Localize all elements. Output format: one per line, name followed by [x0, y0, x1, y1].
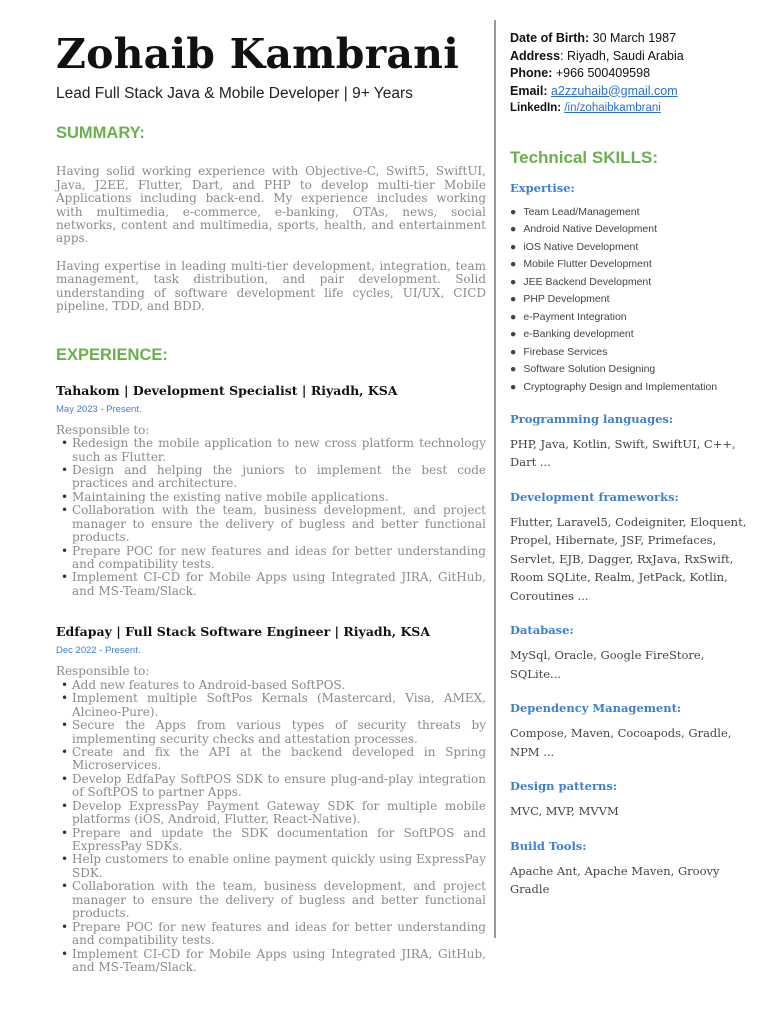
email-line: [510, 83, 750, 101]
programming-languages-label: Programming languages:: [510, 411, 674, 426]
job-entry-edfapay: [56, 624, 486, 974]
column-divider: [494, 20, 496, 938]
responsibility-item: • Prepare and update the SDK documentation for SoftPOS and ExpressPay SDKs.: [72, 827, 486, 854]
expertise-item: ● iOS Native Development: [510, 240, 639, 253]
responsibility-item: • Implement CI-CD for Mobile Apps using Integrated JIRA, GitHub, and MS-Team/Slack.: [72, 948, 486, 975]
job-date: Dec 2022 - Present.: [56, 645, 141, 657]
frameworks-block: [510, 490, 750, 606]
dob-value: 30 March 1987: [592, 31, 677, 45]
job-title: Edfapay | Full Stack Software Engineer | Riyadh, KSA: [56, 624, 431, 640]
phone-value: +966 500409598: [555, 66, 651, 80]
expertise-item: ● Cryptography Design and Implementation: [510, 380, 718, 393]
design-patterns-label: Design patterns:: [510, 779, 618, 793]
responsible-label: Responsible to:: [56, 664, 150, 679]
expertise-item: ● e-Banking development: [510, 328, 634, 340]
expertise-item: ● JEE Backend Development: [510, 275, 652, 288]
responsibility-item: • Develop EdfaPay SoftPOS SDK to ensure plug-and-play integration of SoftPOS to partner Apps.: [72, 773, 486, 800]
bullet-icon: ●: [510, 258, 517, 270]
expertise-item: ● e-Payment Integration: [510, 310, 627, 323]
programming-languages-value: PHP, Java, Kotlin, Swift, SwiftUI, C++, Dart ...: [510, 436, 736, 469]
build-tools-label: Build Tools:: [510, 838, 587, 853]
bullet-icon: ●: [510, 205, 517, 218]
bullet-icon: ●: [510, 240, 517, 253]
responsibility-item: • Maintaining the existing native mobile applications.: [72, 491, 486, 504]
job-entry-tahakom: [56, 383, 486, 599]
email-label: Email:: [510, 83, 548, 98]
expertise-list: [510, 205, 750, 394]
responsibility-item: • Help customers to enable online payment quickly using ExpressPay SDK.: [72, 853, 486, 880]
responsibility-item: • Collaboration with the team, business development, and project manager to ensure the delivery of bugless and better functional products.: [72, 880, 486, 920]
frameworks-value: Flutter, Laravel5, Codeigniter, Eloquent, Propel, Hibernate, JSF, Primefaces, Servlet, EJB, Dagger, RxJava, RxSwift, Room SQLite, Realm, JetPack, Kotlin, Coroutines ...: [510, 514, 747, 603]
summary-paragraph: Having solid working experience with Objective-C, Swift5, SwiftUI, Java, J2EE, Flutter, Dart, and PHP to develop multi-tier Mobile Applications including back-end. My experience includes working with multimedia, e-commerce, e-banking, OTAs, news, social networks, content and multimedia, sports, health, and entertainment apps.: [56, 164, 486, 246]
address-value: : Riyadh, Saudi Arabia: [560, 48, 684, 63]
address-label: Address: [510, 48, 561, 63]
summary-paragraph: Having expertise in leading multi-tier development, integration, team management, task distribution, and pair development. Solid understanding of software development life cycles, UI/UX, CICD pipeline, TDD, and BDD.: [56, 258, 486, 314]
right-column: [510, 30, 750, 899]
design-patterns-value: MVC, MVP, MVVM: [510, 804, 619, 818]
bullet-icon: ●: [510, 363, 517, 375]
left-column: [56, 28, 486, 974]
responsibility-item: • Implement multiple SoftPos Kernals (Mastercard, Visa, AMEX, Alcineo-Pure).: [72, 692, 486, 719]
job-title: Tahakom | Development Specialist | Riyadh, KSA: [56, 382, 398, 398]
build-tools-value: Apache Ant, Apache Maven, Groovy Gradle: [510, 863, 720, 896]
bullet-icon: ●: [510, 223, 517, 235]
candidate-name: Zohaib Kambrani: [56, 30, 459, 78]
bullet-icon: ●: [510, 345, 517, 358]
expertise-item: ● PHP Development: [510, 293, 610, 305]
database-value: MySql, Oracle, Google FireStore, SQLite...: [510, 648, 705, 681]
bullet-icon: ●: [510, 293, 517, 305]
summary-heading: SUMMARY:: [56, 124, 145, 143]
expertise-item: ● Android Native Development: [510, 223, 657, 235]
phone-label: Phone:: [510, 66, 553, 80]
technical-skills-heading: Technical SKILLS:: [510, 147, 658, 167]
linkedin-label: LinkedIn:: [510, 102, 562, 114]
expertise-label: Expertise:: [510, 180, 575, 195]
responsibility-item: • Add new features to Android-based SoftPOS.: [72, 679, 486, 692]
responsibility-item: • Design and helping the juniors to implement the best code practices and architecture.: [72, 464, 486, 491]
bullet-icon: ●: [510, 380, 517, 393]
dependency-management-value: Compose, Maven, Cocoapods, Gradle, NPM ...: [510, 726, 732, 759]
linkedin-link[interactable]: /in/zohaibkambrani: [564, 102, 661, 114]
address-line: [510, 48, 750, 66]
responsibility-item: • Develop ExpressPay Payment Gateway SDK for multiple mobile platforms (iOS, Android, Flutter, React-Native).: [72, 800, 486, 827]
frameworks-label: Development frameworks:: [510, 489, 679, 504]
dob-label: Date of Birth:: [510, 31, 590, 45]
linkedin-line: [510, 100, 750, 118]
dob-line: [510, 30, 750, 48]
database-block: [510, 623, 750, 683]
expertise-item: ● Software Solution Designing: [510, 363, 656, 375]
job-date: May 2023 - Present.: [56, 403, 142, 415]
email-link[interactable]: a2zzuhaib@gmail.com: [551, 83, 678, 98]
dependency-management-block: [510, 701, 750, 761]
dependency-management-label: Dependency Management:: [510, 701, 682, 715]
design-patterns-block: [510, 779, 750, 821]
experience-heading: EXPERIENCE:: [56, 345, 168, 364]
expertise-item: ● Mobile Flutter Development: [510, 258, 652, 270]
build-tools-block: [510, 839, 750, 899]
responsibility-item: • Redesign the mobile application to new cross platform technology such as Flutter.: [72, 437, 486, 464]
responsibility-item: • Implement CI-CD for Mobile Apps using Integrated JIRA, GitHub, and MS-Team/Slack.: [72, 571, 486, 598]
responsibility-item: • Create and fix the API at the backend developed in Spring Microservices.: [72, 746, 486, 773]
responsibility-list: [56, 437, 486, 598]
responsibility-list: [56, 679, 486, 975]
bullet-icon: ●: [510, 275, 517, 288]
expertise-item: ● Team Lead/Management: [510, 205, 640, 218]
responsibility-item: • Secure the Apps from various types of security threats by implementing security checks and attestation processes.: [72, 719, 486, 746]
responsible-label: Responsible to:: [56, 422, 150, 437]
candidate-role: Lead Full Stack Java & Mobile Developer | 9+ Years: [56, 85, 413, 103]
programming-languages-block: [510, 412, 750, 472]
responsibility-item: • Collaboration with the team, business development, and project manager to ensure the delivery of bugless and better functional products.: [72, 504, 486, 544]
phone-line: [510, 65, 750, 83]
responsibility-item: • Prepare POC for new features and ideas for better understanding and compatibility tests.: [72, 545, 486, 572]
database-label: Database:: [510, 623, 574, 637]
responsibility-item: • Prepare POC for new features and ideas for better understanding and compatibility tests.: [72, 921, 486, 948]
contact-block: [510, 30, 750, 118]
expertise-item: ● Firebase Services: [510, 345, 608, 358]
bullet-icon: ●: [510, 328, 517, 340]
bullet-icon: ●: [510, 310, 517, 323]
